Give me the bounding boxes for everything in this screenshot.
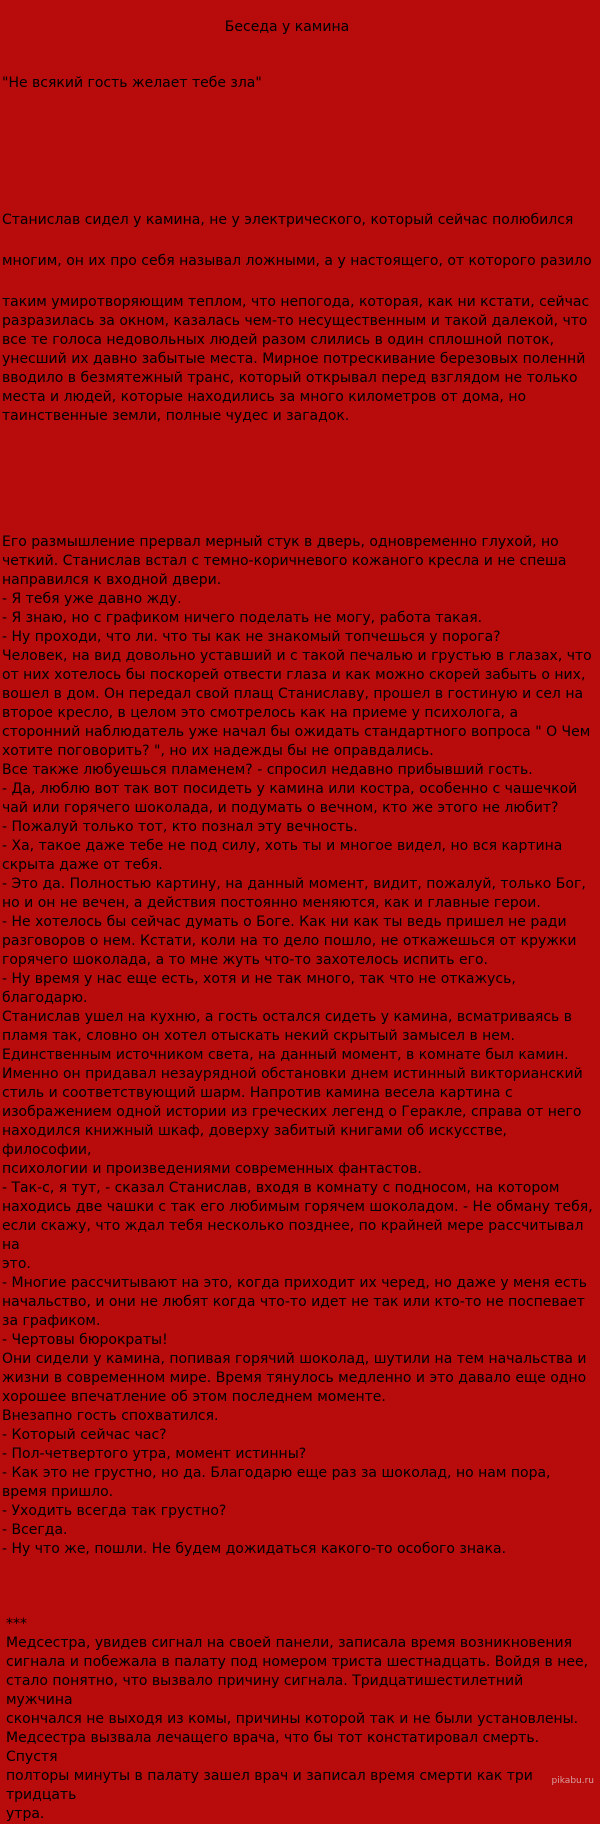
paragraph-epilogue: *** Медсестра, увидев сигнал на своей панели, записала время возникновения сигнала и побежала в палату под номером триста шестнадцать. Войдя в нее, стало понятно, что вызвало причину сигнала. Тридцатишестилетний мужчина скончался не выходя из комы, причины которой так и не были установлены. Медсестра вызвала лечащего врача, что бы тот констатировал смерть. Спустя полторы минуты в палату зашел врач и записал время смерти как три тридцать утра. [6,1616,589,1822]
story-title: Беседа у камина [224,19,350,35]
paragraph-dialogue: Его размышление прервал мерный стук в дверь, одновременно глухой, но четкий. Станислав встал с темно-коричневого кожаного кресла и не спеша направился к входной двери. - Я тебя уже давно жду. - Я знаю, но с графиком ничего поделать не могу, работа такая. - Ну проходи, что ли. что ты как не знакомый топчешься у порога? Человек, на вид довольно уставший и с такой печалью и грустью в глазах, что от них хотелось бы поскорей отвести глаза и как можно скорей забыть о них, вошел в дом. Он передал свой плащ Станиславу, прошел в гостиную и сел на второе кресло, в целом это смотрелось как на приеме у психолога, а сторонний наблюдатель уже начал бы ожидать стандартного вопроса " О Чем хотите поговорить? ", но их надежды бы не оправдались. Все также любуешься пламенем? - спросил недавно прибывший гость. - Да, люблю вот так вот посидеть у камина или костра, особенно с чашечкой чай или горячего шоколада, и подумать о вечном, кто же этого не любит? - Пожалуй только тот, кто познал эту вечность. - Ха, такое даже тебе не под силу, хоть ты и многое видел, но вся картина скрыта даже от тебя. - Это да. Полностью картину, на данный момент, видит, пожалуй, только Бог, но и он не вечен, а действия постоянно меняются, как и главные герои. - Не хотелось бы сейчас думать о Боге. Как ни как ты ведь пришел не ради разговоров о нем. Кстати, коли на то дело пошло, не откажешься от кружки горячего шоколада, а то мне жуть что-то захотелось испить его. - Ну время у нас еще есть, хотя и не так много, так что не откажусь, благодарю. Станислав ушел на кухню, а гость остался сидеть у камина, всматриваясь в пламя так, словно он хотел отыскать некий скрытый замысел в нем. Единственным источником света, на данный момент, в комнате был камин. Именно он придавал незаурядной обстановки днем истинный викторианский стиль и соответствующий шарм. Напротив камина весела картина с изображением одной истории из греческих легенд о Геракле, справа от него находился книжный шкаф, доверху забитый книгами об искусстве, философии, психологии и произведениями современных фантастов. - Так-с, я тут, - сказал Станислав, входя в комнату с подносом, на котором находись две чашки с так его любимым горячем шоколадом. - Не обману тебя, если скажу, что ждал тебя несколько позднее, по крайней мере рассчитывал на это. - Многие рассчитывают на это, когда приходит их черед, но даже у меня есть начальство, и они не любят когда что-то идет не так или кто-то не поспевает за графиком. - Чертовы бюрократы! Они сидели у камина, попивая горячий шоколад, шутили на тем начальства и жизни в современном мире. Время тянулось медленно и это давало еще одно хорошее впечатление об этом последнем моменте. Внезапно гость спохватился. - Который сейчас час? - Пол-четвертого утра, момент истинны? - Как это не грустно, но да. Благодарю еще раз за шоколад, но нам пора, время пришло. - Уходить всегда так грустно? - Всегда. - Ну что же, пошли. Не будем дожидаться какого-то особого знака. [2,534,593,1557]
watermark: pikabu.ru [551,1776,594,1786]
paragraph-2: многим, он их про себя называл ложными, а у настоящего, от которого разило [2,253,592,269]
paragraph-1: Станислав сидел у камина, не у электрического, который сейчас полюбился [2,212,574,228]
epigraph: "Не всякий гость желает тебе зла" [2,75,262,91]
paragraph-3: таким умиротворяющим теплом, что непогода, которая, как ни кстати, сейчас разразилась за окном, казалась чем-то несущественным и такой далекой, что все те голоса недовольных людей разом слились в один сплошной поток, унесший их давно забытые места. Мирное потрескивание березовых поленнй вводило в безмятежный транс, который открывал перед взглядом не только места и людей, которые находились за много километров от дома, но таинственные земли, полные чудес и загадок. [2,294,590,424]
